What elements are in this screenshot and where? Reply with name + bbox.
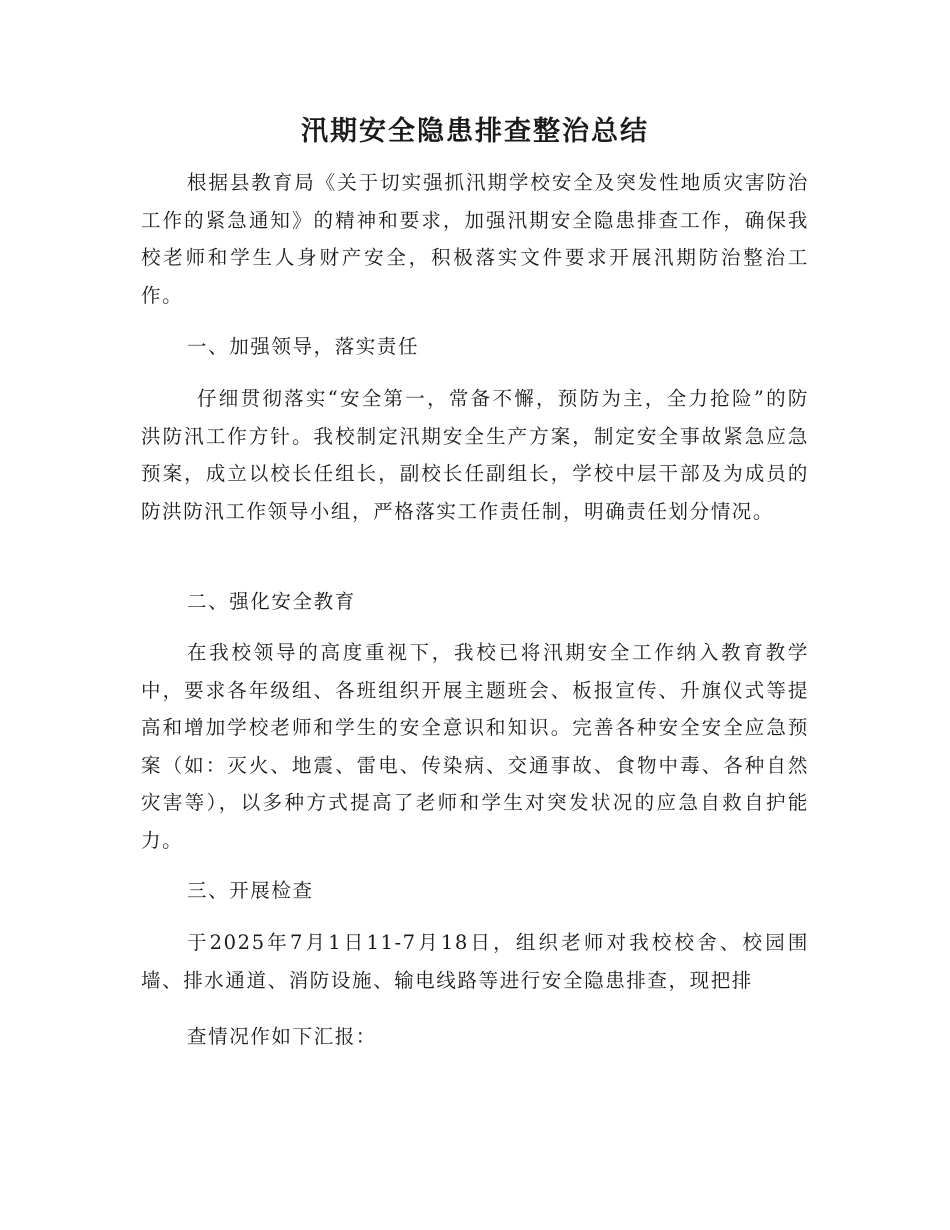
closing-line: 查情况作如下汇报： [187, 1025, 377, 1048]
document-title: 汛期安全隐患排查整治总结 [301, 116, 649, 147]
section-heading-2: 二、强化安全教育 [187, 590, 356, 613]
section-heading-3: 三、开展检查 [187, 879, 314, 902]
section-body-1: 仔细贯彻落实“安全第一，常备不懈，预防为主，全力抢险”的防洪防汛工作方针。我校制定汛期安全生产方案，制定安全事故紧急应急预案，成立以校长任组长，副校长任副组长，学校中层干部及为成员的防洪防汛工作领导小组，严格落实工作责任制，明确责任划分情况。 [141, 387, 809, 523]
intro-paragraph: 根据县教育局《关于切实强抓汛期学校安全及突发性地质灾害防治工作的紧急通知》的精神和要求，加强汛期安全隐患排查工作，确保我校老师和学生人身财产安全，积极落实文件要求开展汛期防治整治工作。 [141, 171, 809, 307]
section-heading-1: 一、加强领导，落实责任 [187, 335, 420, 358]
section-body-2: 在我校领导的高度重视下，我校已将汛期安全工作纳入教育教学中，要求各年级组、各班组织开展主题班会、板报宣传、升旗仪式等提高和增加学校老师和学生的安全意识和知识。完善各种安全安全应急预案（如：灭火、地震、雷电、传染病、交通事故、食物中毒、各种自然灾害等），以多种方式提高了老师和学生对突发状况的应急自救自护能力。 [141, 641, 809, 852]
section-body-3: 于2025年7月1日11-7月18日，组织老师对我校校舍、校园围墙、排水通道、消防设施、输电线路等进行安全隐患排查，现把排 [141, 931, 809, 992]
